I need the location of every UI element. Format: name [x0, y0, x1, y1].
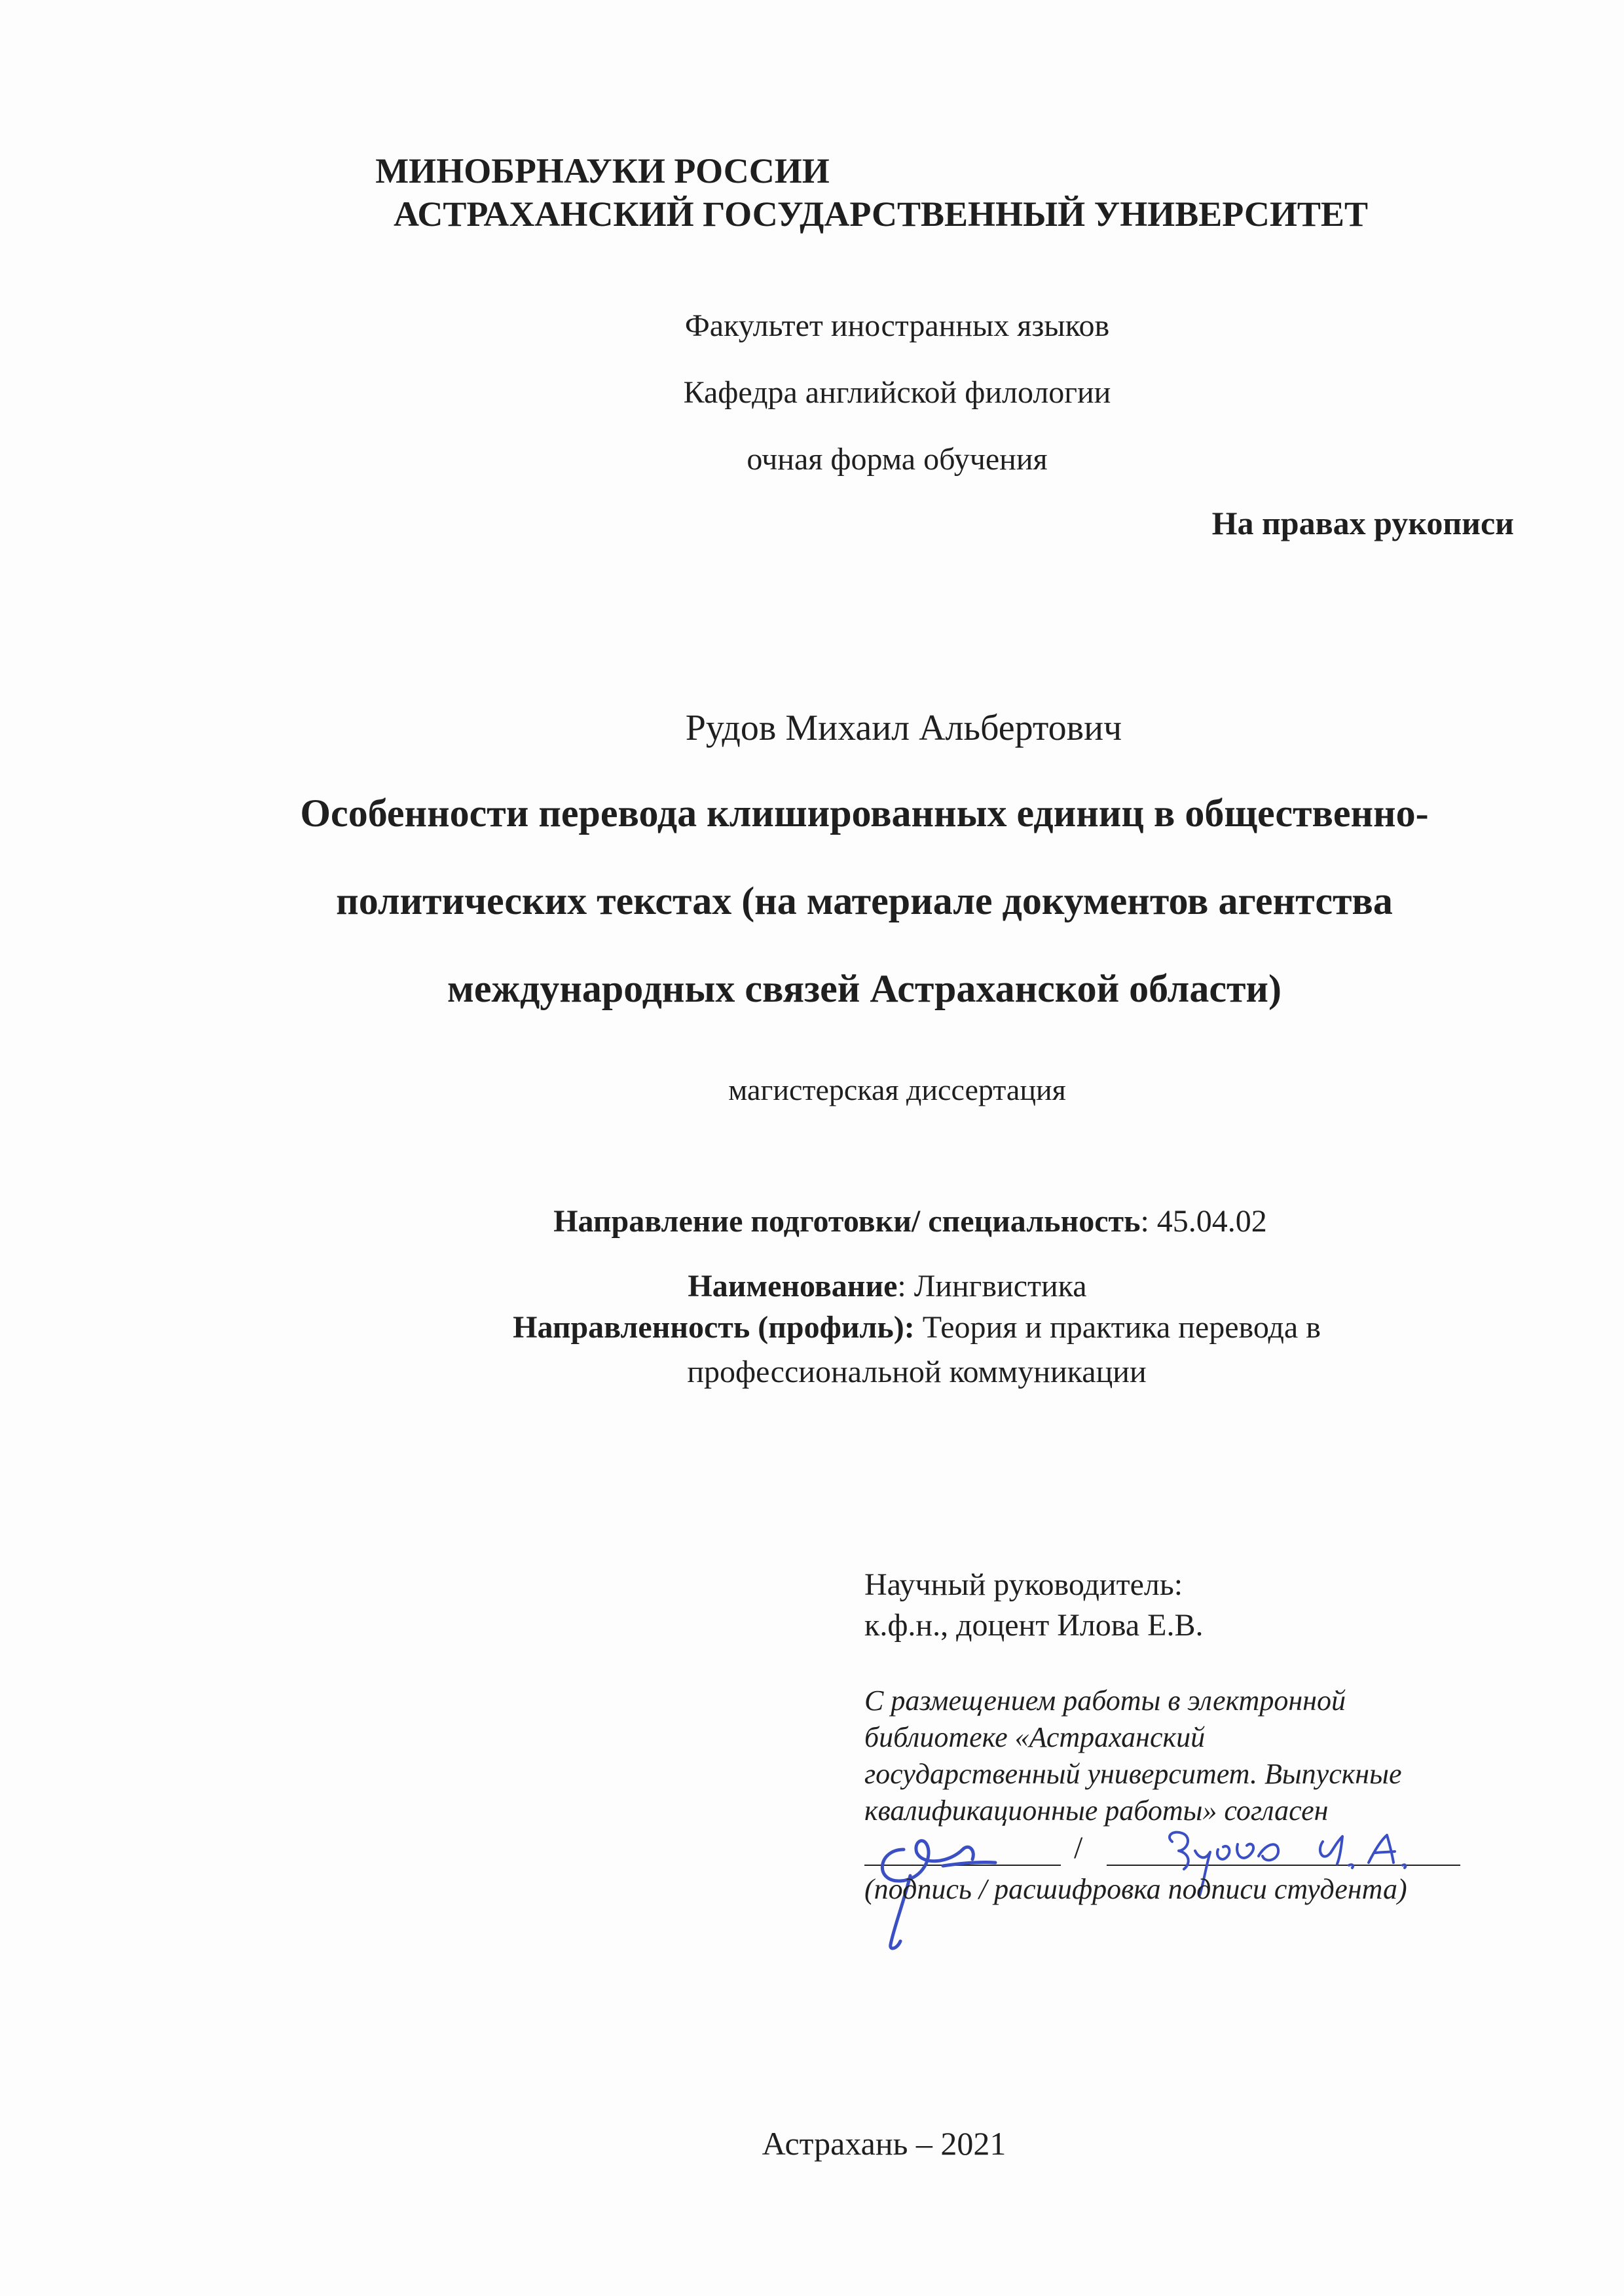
- direction-field: [445, 1203, 1375, 1239]
- consent-line: государственный университет. Выпускные: [864, 1758, 1402, 1790]
- work-type: магистерская диссертация: [728, 1073, 1066, 1106]
- city-year: Астрахань – 2021: [762, 2125, 1006, 2162]
- consent-line: С размещением работы в электронной: [864, 1685, 1346, 1717]
- supervisor-block: [864, 1565, 1203, 1646]
- profile-field: [393, 1309, 1441, 1345]
- faculty-line: Факультет иностранных языков: [684, 308, 1110, 343]
- name-field: [642, 1268, 1133, 1304]
- name-label: Наименование: [688, 1269, 898, 1303]
- profile-field-continued: профессиональной коммуникации: [687, 1355, 1147, 1389]
- department-line: Кафедра английской филологии: [683, 375, 1111, 410]
- signature-caption: (подпись / расшифровка подписи студента): [864, 1873, 1407, 1905]
- thesis-title-line: международных связей Астраханской области): [447, 967, 1282, 1010]
- consent-line: квалификационные работы» согласен: [864, 1795, 1329, 1827]
- signature-separator: /: [1074, 1831, 1083, 1865]
- profile-value: Теория и практика перевода в: [914, 1310, 1321, 1345]
- ministry-heading: МИНОБРНАУКИ РОССИИ: [375, 151, 830, 191]
- profile-label: Направленность (профиль):: [513, 1310, 915, 1345]
- thesis-title-line: Особенности перевода клишированных единиц в общественно-: [300, 792, 1429, 835]
- direction-value: : 45.04.02: [1140, 1204, 1267, 1239]
- thesis-title-line: политических текстах (на материале документов агентства: [336, 879, 1393, 922]
- study-form-line: очная форма обучения: [747, 442, 1048, 477]
- manuscript-note: На правах рукописи: [1211, 505, 1514, 541]
- name-value: : Лингвистика: [897, 1269, 1087, 1303]
- direction-label: Направление подготовки/ специальность: [553, 1204, 1141, 1239]
- author-name: Рудов Михаил Альбертович: [685, 708, 1122, 748]
- university-heading: АСТРАХАНСКИЙ ГОСУДАРСТВЕННЫЙ УНИВЕРСИТЕТ: [394, 194, 1368, 234]
- supervisor-label: Научный руководитель:: [864, 1567, 1183, 1602]
- thesis-title: [216, 769, 1513, 1032]
- supervisor-name: к.ф.н., доцент Илова Е.В.: [864, 1608, 1204, 1643]
- consent-line: библиотеке «Астраханский: [864, 1721, 1206, 1753]
